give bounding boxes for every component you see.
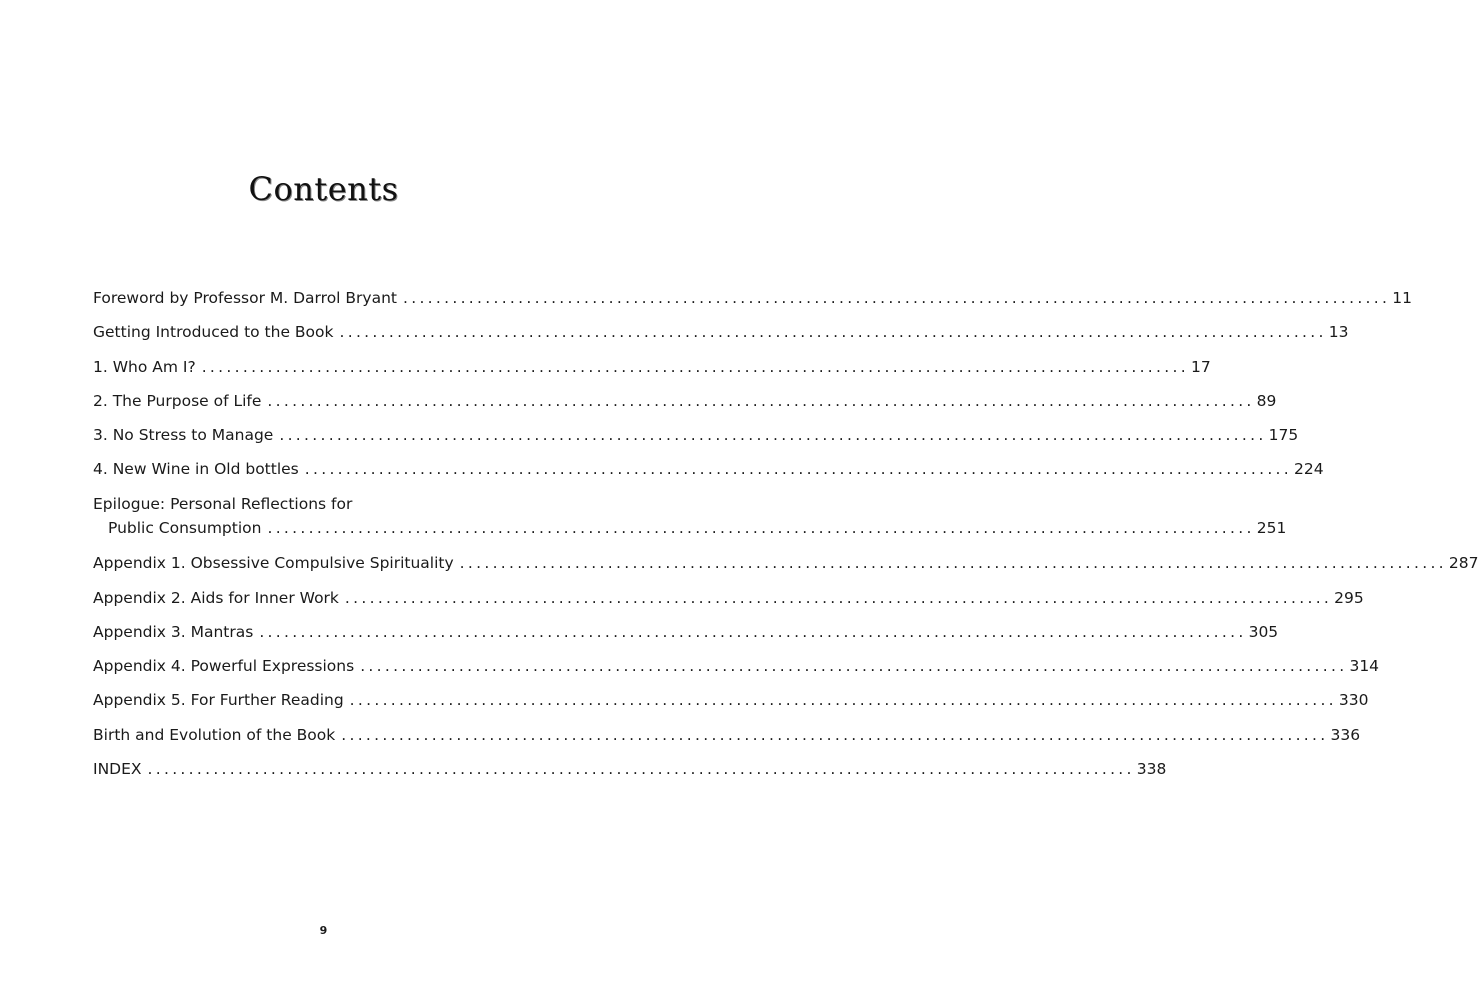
toc-entry-page: 17 bbox=[1190, 357, 1211, 376]
toc-entry-page: 89 bbox=[1256, 391, 1277, 410]
toc-entry-page: 251 bbox=[1256, 518, 1287, 537]
toc-entry bbox=[93, 654, 1380, 688]
toc-entry bbox=[93, 723, 1361, 757]
toc-entry-title: 2. The Purpose of Life bbox=[93, 391, 262, 410]
toc-entry-page: 305 bbox=[1248, 622, 1279, 641]
toc-dot-leader: ........................................................................................................................ bbox=[279, 426, 1267, 445]
toc-entry bbox=[93, 688, 1369, 722]
toc-entry-title: Foreword by Professor M. Darrol Bryant bbox=[93, 289, 397, 307]
toc-entry-title: Getting Introduced to the Book bbox=[93, 323, 334, 342]
toc-entry-page: 287 bbox=[1448, 554, 1479, 573]
toc-entry bbox=[93, 551, 1479, 585]
toc-entry bbox=[93, 286, 1412, 320]
toc-entry-title: Appendix 2. Aids for Inner Work bbox=[93, 588, 339, 607]
toc-entry bbox=[93, 320, 1349, 354]
toc-entry-title: Appendix 4. Powerful Expressions bbox=[93, 657, 355, 676]
toc-entry-page: 175 bbox=[1268, 426, 1299, 445]
toc-entry-continuation bbox=[93, 516, 1287, 540]
toc-entry bbox=[93, 492, 1287, 552]
toc-entry bbox=[93, 586, 1364, 620]
toc-dot-leader: ........................................................................................................................ bbox=[360, 657, 1348, 676]
toc-entry-title: Appendix 3. Mantras bbox=[93, 622, 254, 641]
toc-dot-leader: ........................................................................................................................ bbox=[147, 760, 1135, 779]
toc-entry-page: 336 bbox=[1330, 725, 1361, 744]
toc-entry bbox=[93, 423, 1299, 457]
page-title: Contents bbox=[248, 170, 399, 208]
toc-entry-title: INDEX bbox=[93, 760, 142, 779]
toc-dot-leader: ........................................................................................................................ bbox=[304, 460, 1293, 479]
page-number: 9 bbox=[319, 924, 328, 937]
toc-entry-page: 11 bbox=[1392, 289, 1412, 307]
toc-dot-leader: ........................................................................................................................ bbox=[259, 622, 1247, 641]
toc-entry-title-line2: Public Consumption bbox=[108, 518, 262, 537]
toc-entry-title: Epilogue: Personal Reflections for bbox=[93, 494, 353, 513]
toc-dot-leader: ........................................................................................................................ bbox=[459, 554, 1447, 573]
toc-dot-leader: ........................................................................................................................ bbox=[402, 289, 1391, 307]
toc-entry-title: Appendix 5. For Further Reading bbox=[93, 691, 344, 710]
toc-dot-leader: ........................................................................................................................ bbox=[267, 518, 1255, 537]
toc-dot-leader: ........................................................................................................................ bbox=[344, 588, 1333, 607]
toc-entry-page: 330 bbox=[1338, 691, 1369, 710]
toc-entry bbox=[93, 389, 1277, 423]
toc-entry bbox=[93, 620, 1279, 654]
toc-entry-title: 3. No Stress to Manage bbox=[93, 426, 274, 445]
toc-entry bbox=[93, 457, 1324, 491]
toc-entry-title: Birth and Evolution of the Book bbox=[93, 725, 336, 744]
toc-dot-leader: ........................................................................................................................ bbox=[341, 725, 1329, 744]
toc-entry-title: 4. New Wine in Old bottles bbox=[93, 460, 299, 479]
table-of-contents bbox=[93, 286, 1479, 791]
toc-entry-page: 13 bbox=[1328, 323, 1349, 342]
toc-entry-page: 295 bbox=[1334, 588, 1364, 607]
toc-dot-leader: ........................................................................................................................ bbox=[339, 323, 1327, 342]
toc-dot-leader: ........................................................................................................................ bbox=[349, 691, 1337, 710]
toc-entry bbox=[93, 355, 1211, 389]
toc-entry-page: 314 bbox=[1349, 657, 1380, 676]
toc-dot-leader: ........................................................................................................................ bbox=[201, 357, 1189, 376]
toc-entry-page: 338 bbox=[1136, 760, 1167, 779]
toc-entry-page: 224 bbox=[1294, 460, 1324, 479]
toc-entry bbox=[93, 757, 1167, 791]
toc-dot-leader: ........................................................................................................................ bbox=[267, 391, 1255, 410]
toc-entry-title: 1. Who Am I? bbox=[93, 357, 196, 376]
toc-entry-title: Appendix 1. Obsessive Compulsive Spirituality bbox=[93, 554, 454, 573]
